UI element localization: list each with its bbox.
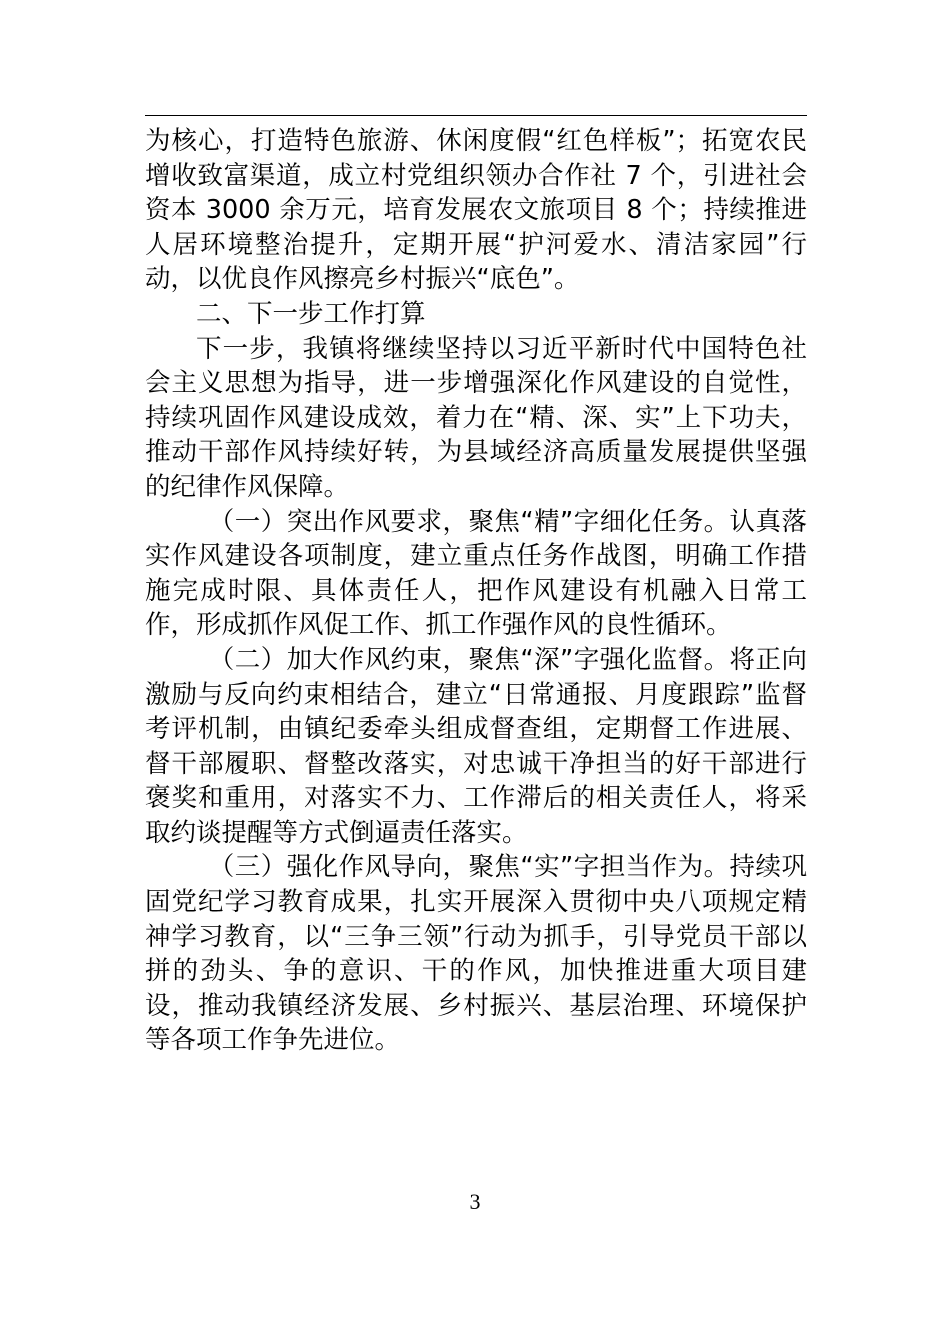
paragraph-item-2: （二）加大作风约束，聚焦“深”字强化监督。将正向激励与反向约束相结合，建立“日常通报、月度跟踪”监督考评机制，由镇纪委牵头组成督查组，定期督工作进展、督干部履职、督整改落实，对忠诚干净担当的好干部进行褒奖和重用，对落实不力、工作滞后的相关责任人，将采取约谈提醒等方式倒逼责任落实。 <box>145 644 807 848</box>
paragraph-item-3: （三）强化作风导向，聚焦“实”字担当作为。持续巩固党纪学习教育成果，扎实开展深入贯彻中央八项规定精神学习教育，以“三争三领”行动为抓手，引导党员干部以拼的劲头、争的意识、干的作风，加快推进重大项目建设，推动我镇经济发展、乡村振兴、基层治理、环境保护等各项工作争先进位。 <box>145 852 807 1056</box>
paragraph-item-1: （一）突出作风要求，聚焦“精”字细化任务。认真落实作风建设各项制度，建立重点任务作战图，明确工作措施完成时限、具体责任人，把作风建设有机融入日常工作，形成抓作风促工作、抓工作强作风的良性循环。 <box>145 506 807 641</box>
page-number: 3 <box>469 1189 481 1214</box>
paragraph-next-steps-intro: 下一步，我镇将继续坚持以习近平新时代中国特色社会主义思想为指导，进一步增强深化作风建设的自觉性，持续巩固作风建设成效，着力在“精、深、实”上下功夫，推动干部作风持续好转，为县域经济高质量发展提供坚强的纪律作风保障。 <box>145 333 807 502</box>
section-heading: 二、下一步工作打算 <box>196 298 426 329</box>
document-body <box>145 124 807 1058</box>
header-rule <box>145 115 807 116</box>
paragraph-continuation: 为核心，打造特色旅游、休闲度假“红色样板”；拓宽农民增收致富渠道，成立村党组织领办合作社 7 个，引进社会资本 3000 余万元，培育发展农文旅项目 8 个；持续推进人居环境整治提升，定期开展“护河爱水、清洁家园”行动，以优良作风擦亮乡村振兴“底色”。 <box>145 126 807 295</box>
